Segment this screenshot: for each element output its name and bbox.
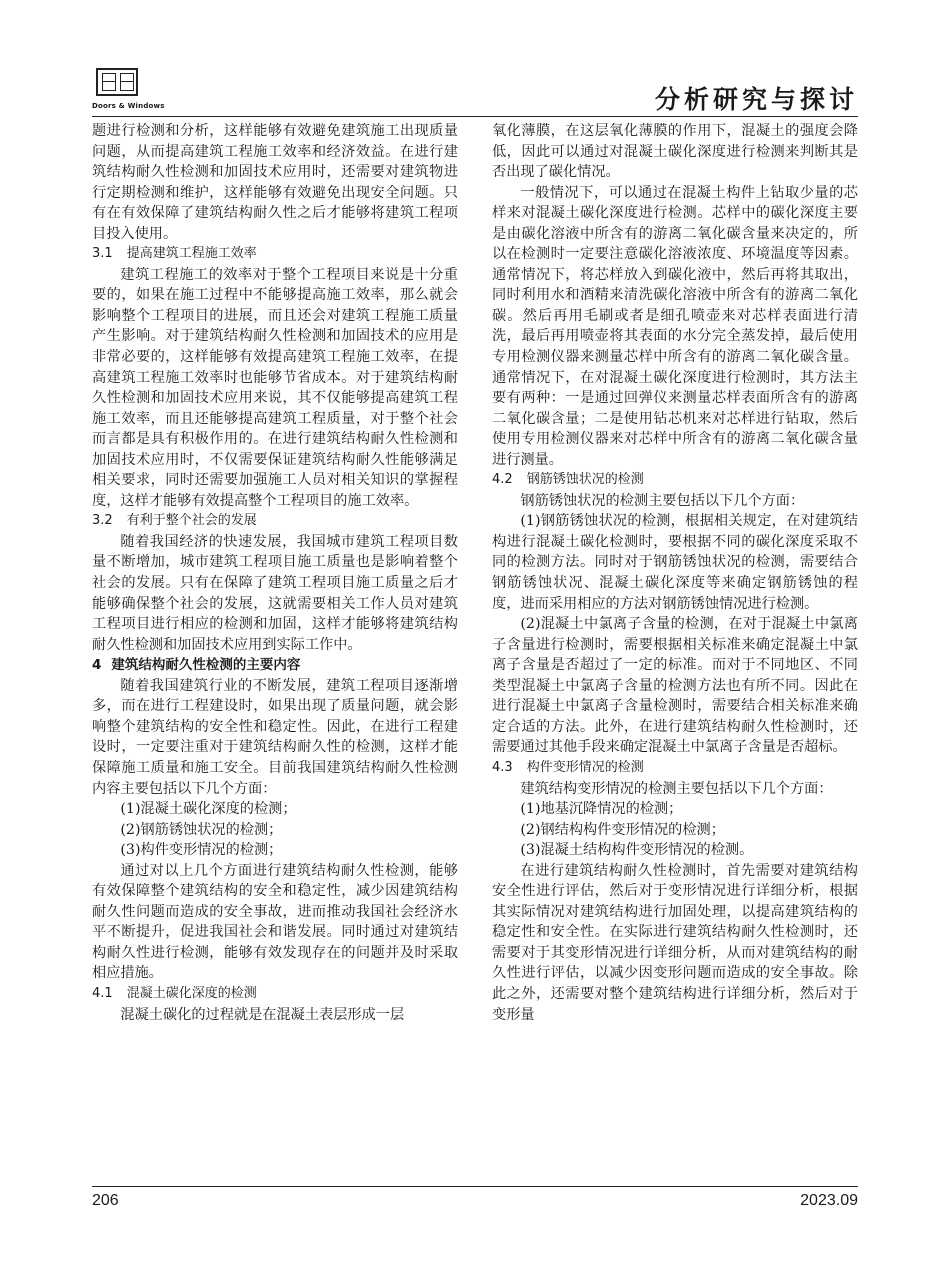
section-title: 分析研究与探讨 <box>654 85 858 114</box>
heading-4-3 <box>492 758 858 779</box>
list-item: (1)混凝土碳化深度的检测； <box>120 801 297 818</box>
paragraph-4-2-intro: 钢筋锈蚀状况的检测主要包括以下几个方面： <box>520 492 805 509</box>
right-column <box>492 121 858 1025</box>
paragraph-3-2: 随着我国经济的快速发展，我国城市建筑工程项目数量不断增加，城市建筑工程项目施工质量也是影响着整个社会的发展。只有在保障了建筑工程项目施工质量之后才能够确保整个社会的发展，这就需要相关工作人员对建筑工程项目进行相应的检测和加固，这样才能够将建筑结构耐久性检测和加固技术应用到实际工作中。 <box>92 533 458 653</box>
list-item: (2)钢筋锈蚀状况的检测； <box>120 821 283 838</box>
issue-date: 2023.09 <box>800 1192 858 1209</box>
paragraph-4-2-2: (2)混凝土中氯离子含量的检测，在对于混凝土中氯离子含量进行检测时，需要根据相关标准来确定混凝土中氯离子含量是否超过了一定的标准。而对于不同地区、不同类型混凝土中氯离子含量的检测方法也有所不同。因此在进行混凝土中氯离子含量检测时，需要结合相关标准来确定合适的方法。此外，在进行建筑结构耐久性检测时，还需要通过其他手段来确定混凝土中氯离子含量是否超标。 <box>492 616 858 756</box>
list-item: (3)构件变形情况的检测； <box>120 842 283 859</box>
heading-number: 3.2 <box>92 513 113 529</box>
heading-number: 4.1 <box>92 985 113 1001</box>
heading-number: 3.1 <box>92 246 113 262</box>
list-item: (1)地基沉降情况的检测； <box>520 801 683 818</box>
paragraph-3-1: 建筑工程施工的效率对于整个工程项目来说是十分重要的，如果在施工过程中不能够提高施工效率，那么就会影响整个工程项目的进展，而且还会对建筑工程施工质量产生影响。对于建筑结构耐久性检测和加固技术的应用是非常必要的，这样能够有效提高建筑工程施工效率，在提高建筑工程施工效率时也能够节省成本。对于建筑结构耐久性检测和加固技术应用来说，其不仅能够提高建筑工程施工效率，而且还能够提高建筑工程质量，对于整个社会而言都是具有积极作用的。在进行建筑结构耐久性检测和加固技术应用时，不仅需要保证建筑结构耐久性能够满足相关要求，同时还需要加强施工人员对相关知识的掌握程度，这样才能够有效提高整个工程项目的施工效率。 <box>92 266 458 509</box>
paragraph-4: 随着我国建筑行业的不断发展，建筑工程项目逐渐增多，而在进行工程建设时，如果出现了质量问题，就会影响整个建筑结构的安全性和稳定性。因此，在进行工程建设时，一定要注重对于建筑结构耐久性的检测，这样才能保障施工质量和施工安全。目前我国建筑结构耐久性检测内容主要包括以下几个方面： <box>92 677 458 797</box>
paragraph-4-1-cont: 氧化薄膜，在这层氧化薄膜的作用下，混凝土的强度会降低，因此可以通过对混凝土碳化深度进行检测来判断其是否出现了碳化情况。 <box>492 123 858 181</box>
heading-title: 提高建筑工程施工效率 <box>126 246 257 262</box>
logo-text: Doors & Windows <box>92 102 165 110</box>
heading-4 <box>92 655 458 676</box>
heading-4-2 <box>492 470 858 491</box>
paragraph-4-after: 通过对以上几个方面进行建筑结构耐久性检测，能够有效保障整个建筑结构的安全和稳定性，减少因建筑结构耐久性问题而造成的安全事故，进而推动我国社会经济水平不断提升，促进我国社会和谐发展。同时通过对建筑结构耐久性进行检测，能够有效发现存在的问题并及时采取相应措施。 <box>92 862 458 982</box>
heading-title: 钢筋锈蚀状况的检测 <box>526 472 644 488</box>
page-header <box>0 0 950 120</box>
heading-4-1 <box>92 984 458 1005</box>
left-column <box>92 121 458 1025</box>
window-icon <box>96 68 138 96</box>
list-item: (2)钢结构构件变形情况的检测； <box>520 821 725 838</box>
paragraph-intro: 题进行检测和分析，这样能够有效避免建筑施工出现质量问题，从而提高建筑工程施工效率和经济效益。在进行建筑结构耐久性检测和加固技术应用时，还需要对建筑物进行定期检测和维护，这样能够有效避免出现安全问题。只有在有效保障了建筑结构耐久性之后才能够将建筑工程项目投入使用。 <box>92 123 458 242</box>
paragraph-4-1-start: 混凝土碳化的过程就是在混凝土表层形成一层 <box>120 1006 405 1023</box>
paragraph-4-1-b: 一般情况下，可以通过在混凝土构件上钻取少量的芯样来对混凝土碳化深度进行检测。芯样中的碳化深度主要是由碳化溶液中所含有的游离二氧化碳含量来决定的，所以在检测时一定要注意碳化溶液浓度、环境温度等因素。通常情况下，将芯样放入到碳化液中，然后再将其取出，同时利用水和酒精来清洗碳化溶液中所含有的游离二氧化碳。然后再用毛刷或者是细孔喷壶来对芯样表面进行清洗，最后再用喷壶将其表面的水分完全蒸发掉，最后使用专用检测仪器来测量芯样中所含有的游离二氧化碳含量。通常情况下，在对混凝土碳化深度进行检测时，其方法主要有两种：一是通过回弹仪来测量芯样表面所含有的游离二氧化碳含量；二是使用钻芯机来对芯样进行钻取，然后使用专用检测仪器来对芯样中所含有的游离二氧化碳含量进行测量。 <box>492 184 858 468</box>
heading-number: 4.2 <box>492 472 513 488</box>
paragraph-4-3-after: 在进行建筑结构耐久性检测时，首先需要对建筑结构安全性进行评估，然后对于变形情况进行详细分析，根据其实际情况对建筑结构进行加固处理，以提高建筑结构的稳定性和安全性。在实际进行建筑结构耐久性检测时，还需要对于其变形情况进行详细分析，从而对建筑结构的耐久性进行评估，以减少因变形问题而造成的安全事故。除此之外，还需要对整个建筑结构进行详细分析，然后对于变形量 <box>492 862 858 1023</box>
page-number: 206 <box>92 1192 119 1209</box>
doors-windows-logo <box>92 68 170 116</box>
heading-number: 4.3 <box>492 759 513 775</box>
heading-3-2 <box>92 511 458 532</box>
heading-3-1 <box>92 244 458 265</box>
heading-title: 构件变形情况的检测 <box>526 759 644 775</box>
list-item: (3)混凝土结构构件变形情况的检测。 <box>520 842 754 859</box>
heading-title: 有利于整个社会的发展 <box>126 513 257 529</box>
paragraph-4-2-1: (1)钢筋锈蚀状况的检测，根据相关规定，在对建筑结构进行混凝土碳化检测时，要根据不同的碳化深度采取不同的检测方法。同时对于钢筋锈蚀状况的检测，需要结合钢筋锈蚀状况、混凝土碳化深度等来确定钢筋锈蚀的程度，进而采用相应的方法对钢筋锈蚀情况进行检测。 <box>492 513 858 612</box>
footer-divider <box>92 1186 858 1187</box>
paragraph-4-3-intro: 建筑结构变形情况的检测主要包括以下几个方面： <box>520 780 833 797</box>
heading-number: 4 <box>92 657 102 674</box>
heading-title: 建筑结构耐久性检测的主要内容 <box>111 657 301 674</box>
heading-title: 混凝土碳化深度的检测 <box>126 985 257 1001</box>
header-divider <box>92 116 858 117</box>
